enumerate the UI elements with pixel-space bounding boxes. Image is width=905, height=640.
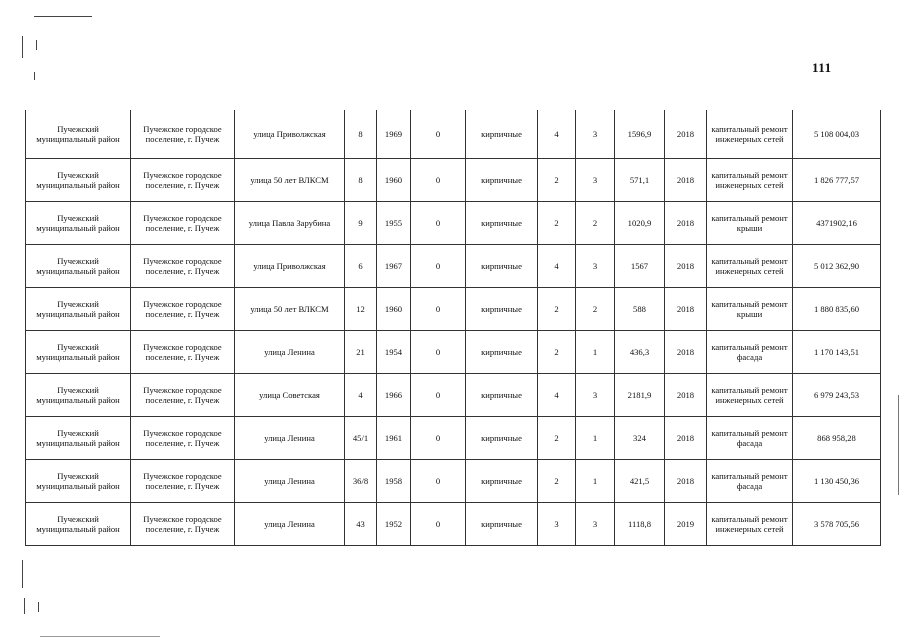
house-number-cell: 45/1 [345, 416, 377, 459]
floors-cell: 2 [538, 158, 576, 201]
value-cell: 0 [411, 244, 466, 287]
house-number-cell: 21 [345, 330, 377, 373]
work-type-cell: капитальный ремонт фасада [707, 459, 793, 502]
street-cell: улица Ленина [235, 502, 345, 545]
year-built-cell: 1969 [377, 110, 411, 158]
scan-mark-top [34, 16, 92, 17]
street-cell: улица Ленина [235, 330, 345, 373]
plan-year-cell: 2018 [665, 330, 707, 373]
wall-material-cell: кирпичные [466, 416, 538, 459]
value-cell: 0 [411, 416, 466, 459]
table-body [26, 110, 881, 545]
area-cell: 1118,8 [615, 502, 665, 545]
plan-year-cell: 2018 [665, 244, 707, 287]
settlement-cell: Пучежское городское поселение, г. Пучеж [131, 502, 235, 545]
area-cell: 1596,9 [615, 110, 665, 158]
value-cell: 0 [411, 502, 466, 545]
wall-material-cell: кирпичные [466, 373, 538, 416]
cost-cell: 3 578 705,56 [793, 502, 881, 545]
scan-mark-right [898, 395, 899, 495]
year-built-cell: 1960 [377, 158, 411, 201]
district-cell: Пучежский муниципальный район [26, 502, 131, 545]
table-row [26, 244, 881, 287]
plan-year-cell: 2018 [665, 158, 707, 201]
house-number-cell: 6 [345, 244, 377, 287]
wall-material-cell: кирпичные [466, 244, 538, 287]
street-cell: улица Приволжская [235, 244, 345, 287]
table-row [26, 416, 881, 459]
scan-mark-left [22, 36, 23, 58]
work-type-cell: капитальный ремонт инженерных сетей [707, 158, 793, 201]
floors-cell: 4 [538, 244, 576, 287]
settlement-cell: Пучежское городское поселение, г. Пучеж [131, 416, 235, 459]
value-cell: 0 [411, 201, 466, 244]
house-number-cell: 8 [345, 110, 377, 158]
floors-cell: 4 [538, 110, 576, 158]
floors-cell: 2 [538, 330, 576, 373]
house-number-cell: 12 [345, 287, 377, 330]
area-cell: 436,3 [615, 330, 665, 373]
entrances-cell: 2 [576, 201, 615, 244]
scan-mark-left [36, 40, 37, 50]
work-type-cell: капитальный ремонт инженерных сетей [707, 244, 793, 287]
house-number-cell: 43 [345, 502, 377, 545]
table-row [26, 373, 881, 416]
cost-cell: 1 826 777,57 [793, 158, 881, 201]
settlement-cell: Пучежское городское поселение, г. Пучеж [131, 373, 235, 416]
plan-year-cell: 2018 [665, 373, 707, 416]
area-cell: 1020,9 [615, 201, 665, 244]
district-cell: Пучежский муниципальный район [26, 330, 131, 373]
cost-cell: 1 130 450,36 [793, 459, 881, 502]
area-cell: 421,5 [615, 459, 665, 502]
entrances-cell: 3 [576, 158, 615, 201]
floors-cell: 4 [538, 373, 576, 416]
wall-material-cell: кирпичные [466, 201, 538, 244]
street-cell: улица 50 лет ВЛКСМ [235, 158, 345, 201]
plan-year-cell: 2018 [665, 110, 707, 158]
settlement-cell: Пучежское городское поселение, г. Пучеж [131, 330, 235, 373]
district-cell: Пучежский муниципальный район [26, 373, 131, 416]
district-cell: Пучежский муниципальный район [26, 201, 131, 244]
entrances-cell: 3 [576, 110, 615, 158]
work-type-cell: капитальный ремонт фасада [707, 330, 793, 373]
housing-repair-table [25, 110, 881, 546]
value-cell: 0 [411, 158, 466, 201]
district-cell: Пучежский муниципальный район [26, 287, 131, 330]
year-built-cell: 1955 [377, 201, 411, 244]
house-number-cell: 8 [345, 158, 377, 201]
district-cell: Пучежский муниципальный район [26, 110, 131, 158]
scan-mark-bottom [40, 636, 160, 637]
plan-year-cell: 2018 [665, 201, 707, 244]
area-cell: 324 [615, 416, 665, 459]
floors-cell: 2 [538, 287, 576, 330]
cost-cell: 1 880 835,60 [793, 287, 881, 330]
work-type-cell: капитальный ремонт крыши [707, 287, 793, 330]
table-row [26, 201, 881, 244]
year-built-cell: 1966 [377, 373, 411, 416]
value-cell: 0 [411, 330, 466, 373]
year-built-cell: 1952 [377, 502, 411, 545]
plan-year-cell: 2019 [665, 502, 707, 545]
cost-cell: 1 170 143,51 [793, 330, 881, 373]
scan-mark-left [34, 72, 35, 80]
floors-cell: 2 [538, 201, 576, 244]
work-type-cell: капитальный ремонт инженерных сетей [707, 373, 793, 416]
cost-cell: 5 012 362,90 [793, 244, 881, 287]
value-cell: 0 [411, 287, 466, 330]
entrances-cell: 1 [576, 416, 615, 459]
cost-cell: 868 958,28 [793, 416, 881, 459]
value-cell: 0 [411, 110, 466, 158]
district-cell: Пучежский муниципальный район [26, 459, 131, 502]
cost-cell: 5 108 004,03 [793, 110, 881, 158]
cost-cell: 6 979 243,53 [793, 373, 881, 416]
plan-year-cell: 2018 [665, 459, 707, 502]
house-number-cell: 4 [345, 373, 377, 416]
street-cell: улица Советская [235, 373, 345, 416]
wall-material-cell: кирпичные [466, 330, 538, 373]
year-built-cell: 1954 [377, 330, 411, 373]
table-row [26, 158, 881, 201]
settlement-cell: Пучежское городское поселение, г. Пучеж [131, 244, 235, 287]
floors-cell: 2 [538, 459, 576, 502]
entrances-cell: 1 [576, 330, 615, 373]
street-cell: улица Ленина [235, 459, 345, 502]
settlement-cell: Пучежское городское поселение, г. Пучеж [131, 287, 235, 330]
year-built-cell: 1961 [377, 416, 411, 459]
street-cell: улица 50 лет ВЛКСМ [235, 287, 345, 330]
street-cell: улица Ленина [235, 416, 345, 459]
entrances-cell: 1 [576, 459, 615, 502]
cost-cell: 4371902,16 [793, 201, 881, 244]
table-row [26, 287, 881, 330]
scan-mark-left [22, 560, 23, 588]
work-type-cell: капитальный ремонт крыши [707, 201, 793, 244]
year-built-cell: 1958 [377, 459, 411, 502]
scan-mark-left [24, 598, 25, 614]
work-type-cell: капитальный ремонт инженерных сетей [707, 502, 793, 545]
entrances-cell: 3 [576, 373, 615, 416]
settlement-cell: Пучежское городское поселение, г. Пучеж [131, 201, 235, 244]
entrances-cell: 3 [576, 244, 615, 287]
wall-material-cell: кирпичные [466, 459, 538, 502]
entrances-cell: 3 [576, 502, 615, 545]
page-number: 111 [812, 60, 832, 75]
street-cell: улица Приволжская [235, 110, 345, 158]
area-cell: 588 [615, 287, 665, 330]
street-cell: улица Павла Зарубина [235, 201, 345, 244]
wall-material-cell: кирпичные [466, 502, 538, 545]
house-number-cell: 36/8 [345, 459, 377, 502]
value-cell: 0 [411, 373, 466, 416]
settlement-cell: Пучежское городское поселение, г. Пучеж [131, 158, 235, 201]
table-row [26, 110, 881, 158]
area-cell: 571,1 [615, 158, 665, 201]
table-row [26, 330, 881, 373]
wall-material-cell: кирпичные [466, 287, 538, 330]
wall-material-cell: кирпичные [466, 158, 538, 201]
floors-cell: 2 [538, 416, 576, 459]
district-cell: Пучежский муниципальный район [26, 244, 131, 287]
plan-year-cell: 2018 [665, 416, 707, 459]
settlement-cell: Пучежское городское поселение, г. Пучеж [131, 459, 235, 502]
value-cell: 0 [411, 459, 466, 502]
settlement-cell: Пучежское городское поселение, г. Пучеж [131, 110, 235, 158]
wall-material-cell: кирпичные [466, 110, 538, 158]
house-number-cell: 9 [345, 201, 377, 244]
year-built-cell: 1967 [377, 244, 411, 287]
scan-mark-left [38, 602, 39, 612]
floors-cell: 3 [538, 502, 576, 545]
plan-year-cell: 2018 [665, 287, 707, 330]
area-cell: 1567 [615, 244, 665, 287]
year-built-cell: 1960 [377, 287, 411, 330]
table-row [26, 459, 881, 502]
district-cell: Пучежский муниципальный район [26, 158, 131, 201]
entrances-cell: 2 [576, 287, 615, 330]
area-cell: 2181,9 [615, 373, 665, 416]
work-type-cell: капитальный ремонт фасада [707, 416, 793, 459]
table-row [26, 502, 881, 545]
work-type-cell: капитальный ремонт инженерных сетей [707, 110, 793, 158]
district-cell: Пучежский муниципальный район [26, 416, 131, 459]
